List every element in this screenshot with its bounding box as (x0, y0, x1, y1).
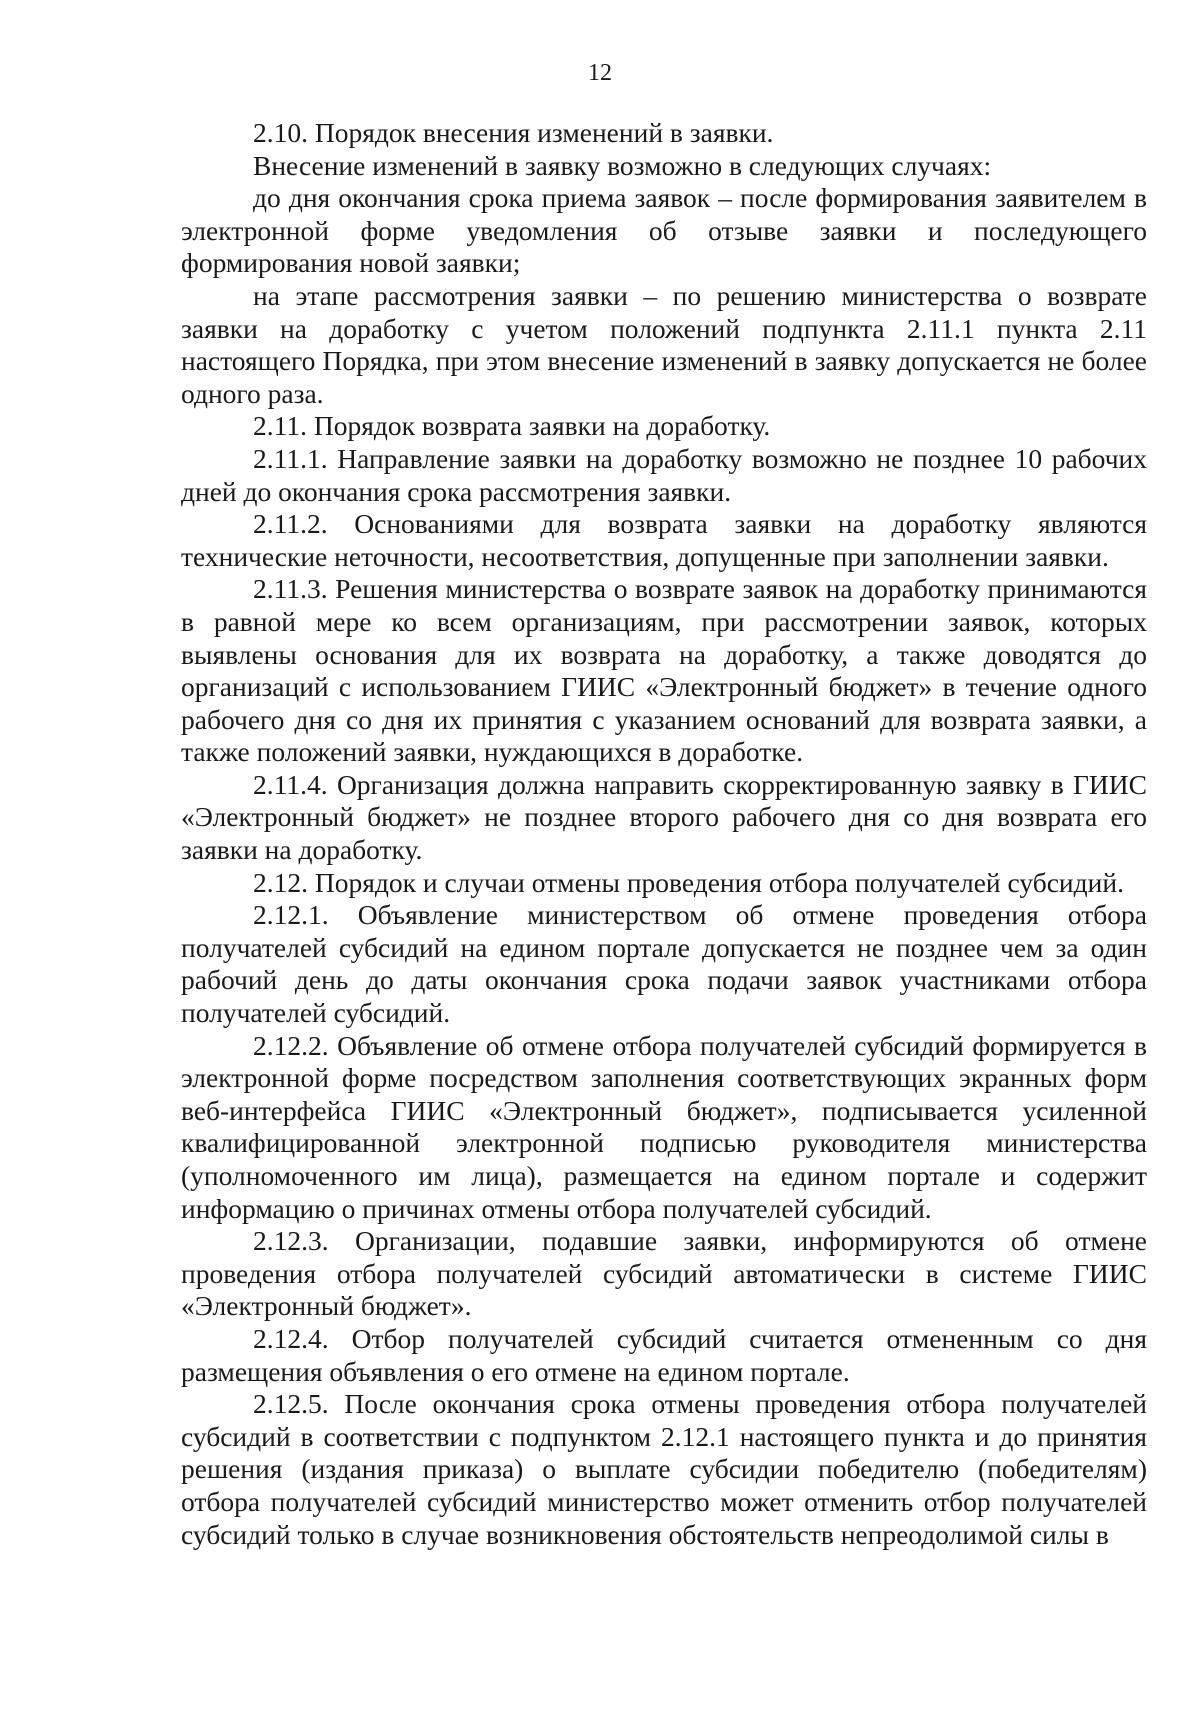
paragraph-2-12-1: 2.12.1. Объявление министерством об отмене проведения отбора получателей субсидий на едином портале допускается не позднее чем за один рабочий день до даты окончания срока подачи заявок участниками отбора получателей субсидий. (181, 899, 1147, 1029)
paragraph-2-11-1: 2.11.1. Направление заявки на доработку возможно не позднее 10 рабочих дней до окончания срока рассмотрения заявки. (181, 442, 1147, 507)
document-body (181, 117, 1147, 1551)
paragraph-2-11-3: 2.11.3. Решения министерства о возврате заявок на доработку принимаются в равной мере ко всем организациям, при рассмотрении заявок, которых выявлены основания для их возврата на доработку, а также доводятся до организаций с использованием ГИИС «Электронный бюджет» в течение одного рабочего дня со дня их принятия с указанием оснований для возврата заявки, а также положений заявки, нуждающихся в доработке. (181, 573, 1147, 768)
paragraph-2-10-heading: 2.10. Порядок внесения изменений в заявки. (253, 117, 774, 148)
paragraph-2-12-3: 2.12.3. Организации, подавшие заявки, информируются об отмене проведения отбора получателей субсидий автоматически в системе ГИИС «Электронный бюджет». (181, 1225, 1147, 1322)
paragraph-2-12-4: 2.12.4. Отбор получателей субсидий считается отмененным со дня размещения объявления о его отмене на едином портале. (181, 1322, 1147, 1387)
paragraph-2-11-2: 2.11.2. Основаниями для возврата заявки на доработку являются технические неточности, несоответствия, допущенные при заполнении заявки. (181, 508, 1147, 572)
paragraph-before-deadline: до дня окончания срока приема заявок – после формирования заявителем в электронной форме уведомления об отзыве заявки и последующего формирования новой заявки; (181, 182, 1147, 279)
paragraph-2-11-heading: 2.11. Порядок возврата заявки на доработку. (253, 410, 771, 442)
paragraph-2-12-2: 2.12.2. Объявление об отмене отбора получателей субсидий формируется в электронной форме посредством заполнения соответствующих экранных форм веб-интерфейса ГИИС «Электронный бюджет», подписывается усиленной квалифицированной электронной подписью руководителя министерства (уполномоченного им лица), размещается на едином портале и содержит информацию о причинах отмены отбора получателей субсидий. (181, 1029, 1147, 1224)
page-number: 12 (588, 60, 612, 86)
paragraph-2-12-heading: 2.12. Порядок и случаи отмены проведения отбора получателей субсидий. (253, 866, 1124, 898)
paragraph-2-11-4: 2.11.4. Организация должна направить скорректированную заявку в ГИИС «Электронный бюджет» не позднее второго рабочего дня со дня возврата его заявки на доработку. (181, 768, 1147, 866)
paragraph-review-stage: на этапе рассмотрения заявки – по решению министерства о возврате заявки на доработку с учетом положений подпункта 2.11.1 пункта 2.11 настоящего Порядка, при этом внесение изменений в заявку допускается не более одного раза. (181, 279, 1147, 409)
paragraph-2-12-5: 2.12.5. После окончания срока отмены проведения отбора получателей субсидий в соответствии с подпунктом 2.12.1 настоящего пункта и до принятия решения (издания приказа) о выплате субсидии победителю (победителям) отбора получателей субсидий министерство может отменить отбор получателей субсидий только в случае возникновения обстоятельств непреодолимой силы в (181, 1388, 1147, 1550)
paragraph-amendment-cases: Внесение изменений в заявку возможно в следующих случаях: (253, 149, 992, 181)
